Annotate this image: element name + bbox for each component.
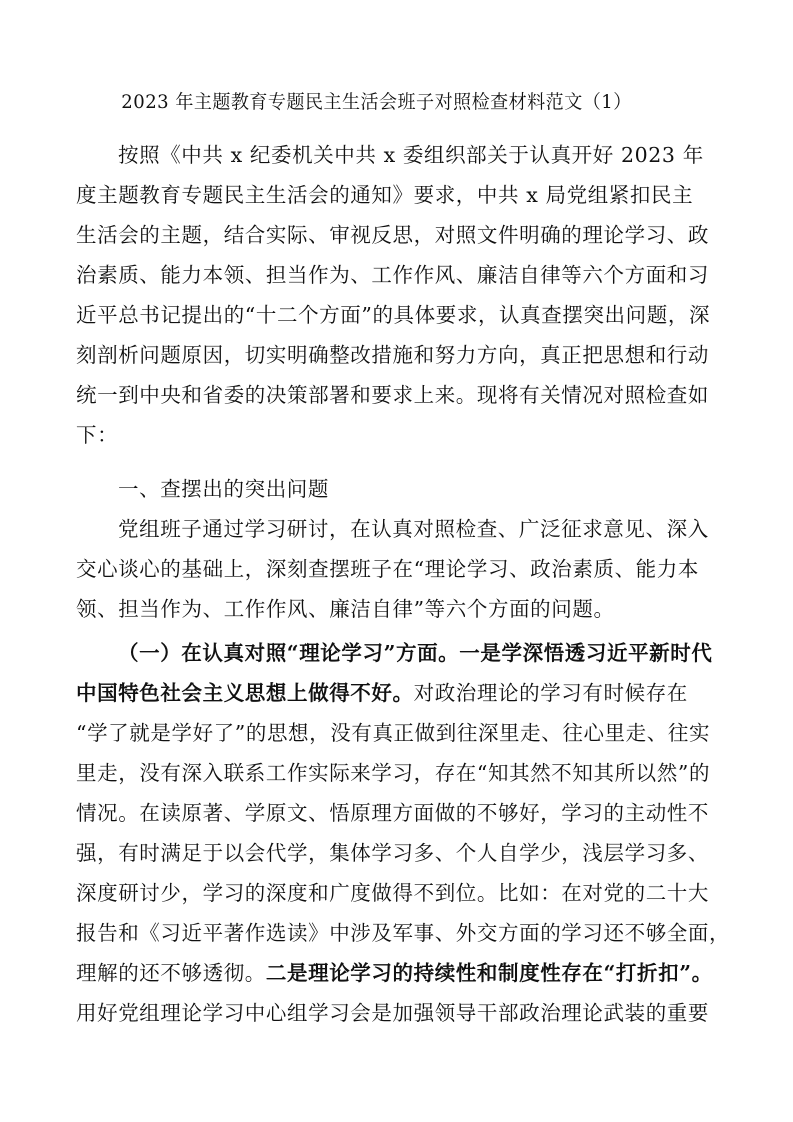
paragraph-line: 领、担当作为、工作作风、廉洁自律”等六个方面的问题。 <box>76 597 615 621</box>
document-title: 2023 年主题教育专题民主生活会班子对照检查材料范文（1） <box>121 91 632 113</box>
paragraph-text: 对政治理论的学习有时候存在 <box>413 681 688 705</box>
paragraph-line: 统一到中央和省委的决策部署和要求上来。现将有关情况对照检查如 <box>76 383 709 407</box>
paragraph-text: 理解的还不够透彻。 <box>76 961 266 985</box>
paragraph-line: 党组班子通过学习研讨，在认真对照检查、广泛征求意见、深入 <box>118 517 709 541</box>
paragraph-line: 下： <box>76 423 119 447</box>
paragraph-line: 强，有时满足于以会代学，集体学习多、个人自学少，浅层学习多、 <box>76 841 709 865</box>
bold-point-two: 二是理论学习的持续性和制度性存在“打折扣”。 <box>265 961 713 985</box>
paragraph-line: 情况。在读原著、学原文、悟原理方面做的不够好，学习的主动性不 <box>76 801 709 825</box>
paragraph-line: 生活会的主题，结合实际、审视反思，对照文件明确的理论学习、政 <box>76 223 709 247</box>
bold-point-one: 中国特色社会主义思想上做得不好。 <box>76 681 414 705</box>
paragraph-line: 报告和《习近平著作选读》中涉及军事、外交方面的学习还不够全面， <box>76 921 731 945</box>
paragraph-line: 里走，没有深入联系工作实际来学习，存在“知其然不知其所以然”的 <box>76 761 711 785</box>
paragraph-line: 深度研讨少，学习的深度和广度做得不到位。比如：在对党的二十大 <box>76 881 709 905</box>
paragraph-line: 度主题教育专题民主生活会的通知》要求，中共 x 局党组紧扣民主 <box>76 183 694 207</box>
subsection-heading: （一）在认真对照“理论学习”方面。一是学深悟透习近平新时代 <box>118 641 713 665</box>
paragraph-line: 治素质、能力本领、担当作为、工作作风、廉洁自律等六个方面和习 <box>76 263 709 287</box>
paragraph-line: 刻剖析问题原因，切实明确整改措施和努力方向，真正把思想和行动 <box>76 343 709 367</box>
paragraph-line: 用好党组理论学习中心组学习会是加强领导干部政治理论武装的重要 <box>76 1001 709 1025</box>
paragraph-line <box>76 678 688 708</box>
paragraph-line <box>76 958 713 988</box>
section-heading: 一、查摆出的突出问题 <box>118 477 329 501</box>
paragraph-line: “学了就是学好了”的思想，没有真正做到往深里走、往心里走、往实 <box>76 721 711 745</box>
paragraph-line: 按照《中共 x 纪委机关中共 x 委组织部关于认真开好 2023 年 <box>118 143 704 167</box>
paragraph-line: 近平总书记提出的“十二个方面”的具体要求，认真查摆突出问题，深 <box>76 303 711 327</box>
paragraph-line: 交心谈心的基础上，深刻查摆班子在“理论学习、政治素质、能力本 <box>76 557 699 581</box>
